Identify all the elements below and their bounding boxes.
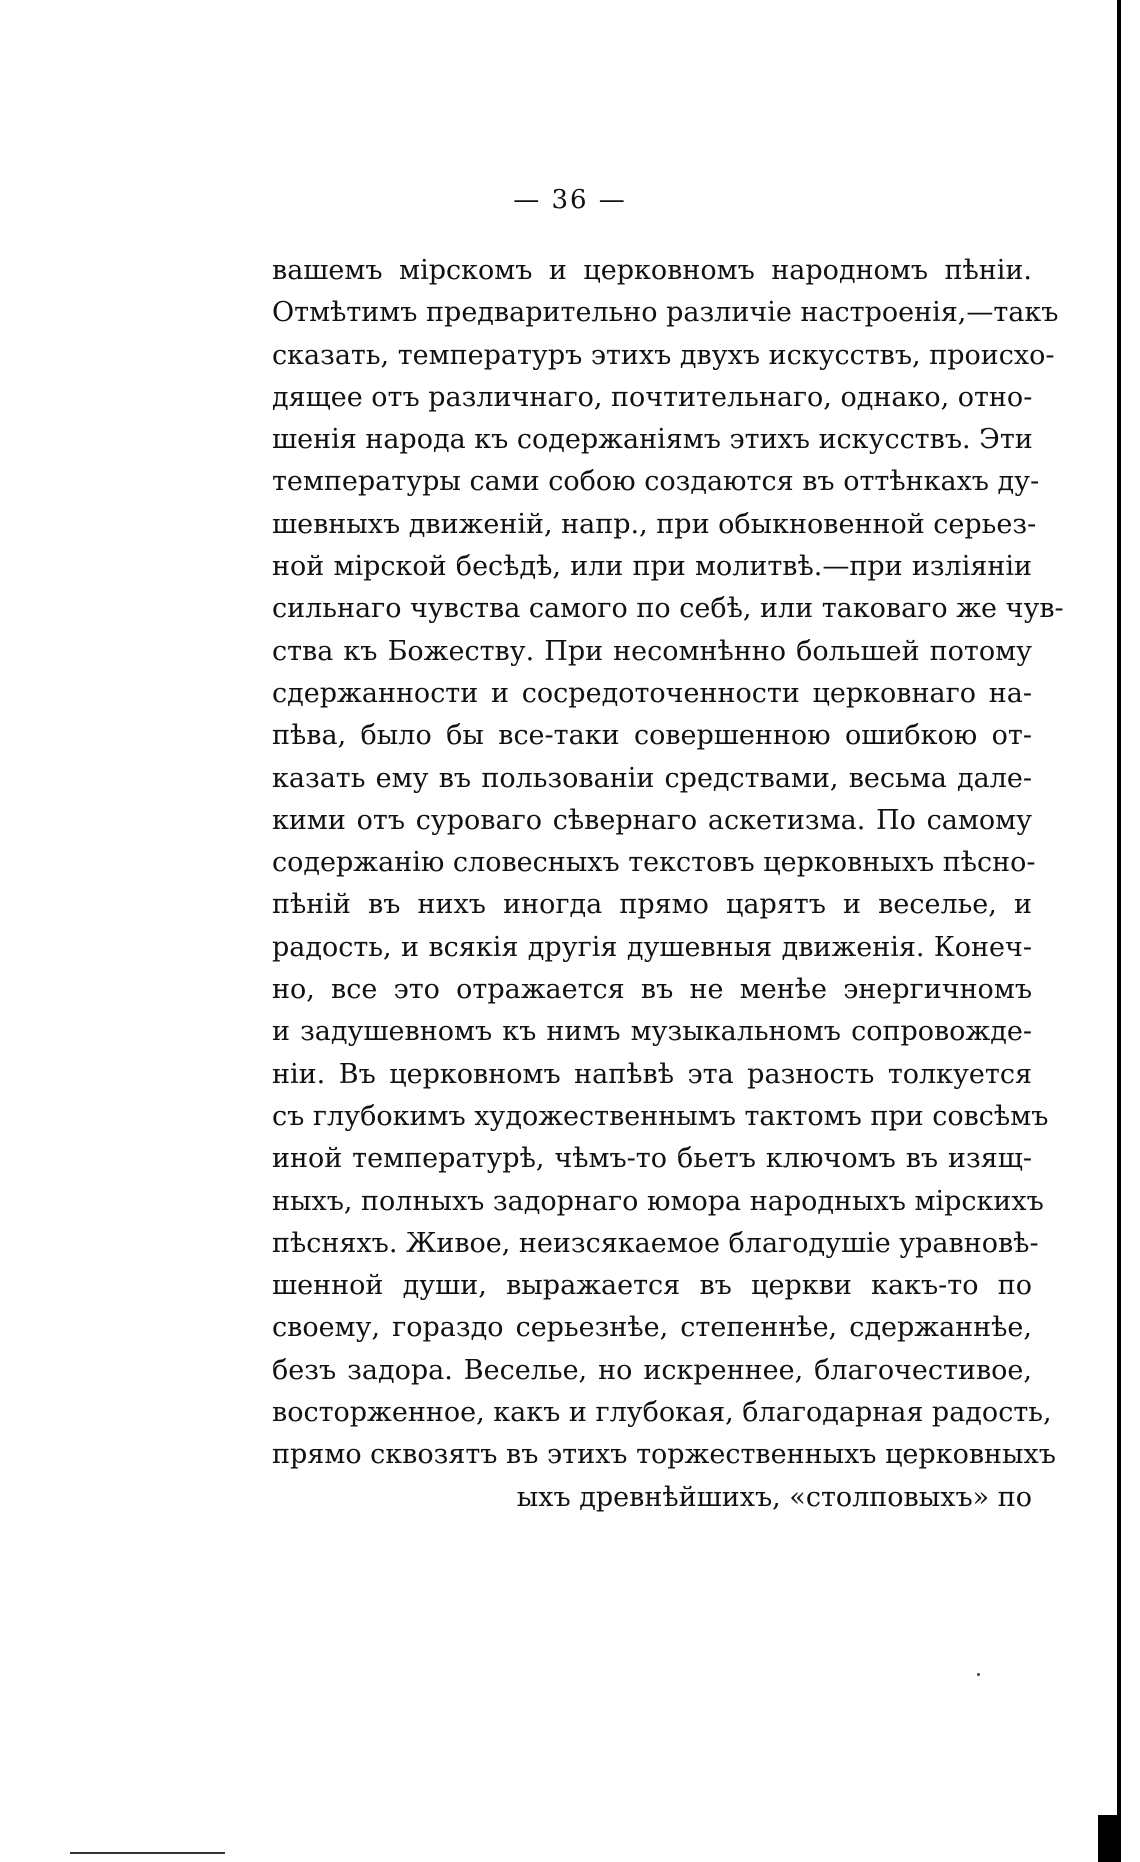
text-line: шевныхъ движеній, напр., при обыкновенной серьез- — [272, 508, 1037, 540]
text-line: шенной души, выражается въ церкви какъ-то по — [272, 1270, 1032, 1302]
text-line: ной мірской бесѣдѣ, или при молитвѣ.—при изліяніи — [272, 551, 1032, 583]
text-line: восторженное, какъ и глубокая, благодарная радость, — [272, 1397, 1052, 1429]
text-line: сильнаго чувства самого по себѣ, или таковаго же чув- — [272, 593, 1064, 625]
text-line: содержанію словесныхъ текстовъ церковныхъ пѣсно- — [272, 847, 1036, 879]
text-line: съ глубокимъ художественнымъ тактомъ при совсѣмъ — [272, 1100, 1049, 1132]
text-line: вашемъ мірскомъ и церковномъ народномъ пѣніи. — [272, 255, 1032, 286]
text-line: дящее отъ различнаго, почтительнаго, однако, отно- — [272, 381, 1033, 413]
text-line: пѣсняхъ. Живое, неизсякаемое благодушіе уравновѣ- — [272, 1227, 1039, 1259]
text-line: шенія народа къ содержаніямъ этихъ искусствъ. Эти — [272, 424, 1033, 456]
text-line: своему, гораздо серьезнѣе, степеннѣе, сдержаннѣе, — [272, 1312, 1032, 1344]
text-line: радость, и всякія другія душевныя движенія. Конеч- — [272, 931, 1032, 963]
text-line: прямо сквозятъ въ этихъ торжественныхъ церковныхъ — [272, 1439, 1056, 1471]
text-line: кими отъ суроваго сѣвернаго аскетизма. По самому — [272, 804, 1032, 836]
bottom-rule — [70, 1852, 225, 1854]
text-line: иной температурѣ, чѣмъ-то бьетъ ключомъ въ изящ- — [272, 1143, 1032, 1175]
text-line: но, все это отражается въ не менѣе энергичномъ — [272, 974, 1032, 1006]
text-line: ныхъ, полныхъ задорнаго юмора народныхъ мірскихъ — [272, 1185, 1044, 1217]
body-text — [272, 250, 1064, 1519]
text-line: пѣва, было бы все-таки совершенною ошибкою от- — [272, 720, 1032, 752]
text-line-partial: ыхъ древнѣйшихъ, «столповыхъ» по — [516, 1481, 1032, 1513]
text-line: казать ему въ пользованіи средствами, весьма дале- — [272, 762, 1032, 794]
page-number: — 36 — — [513, 185, 627, 215]
text-line: ства къ Божеству. При несомнѣнно большей потому — [272, 635, 1032, 667]
page-right-edge — [1117, 0, 1121, 1862]
scan-corner-shadow — [1098, 1815, 1120, 1862]
text-line: пѣній въ нихъ иногда прямо царятъ и веселье, и — [272, 889, 1032, 921]
text-line: температуры сами собою создаются въ оттѣнкахъ ду- — [272, 466, 1040, 498]
text-line: и задушевномъ къ нимъ музыкальномъ сопровожде- — [272, 1016, 1032, 1048]
text-line: безъ задора. Веселье, но искреннее, благочестивое, — [272, 1354, 1032, 1386]
text-line: сдержанности и сосредоточенности церковнаго на- — [272, 677, 1032, 709]
text-line: Отмѣтимъ предварительно различіе настроенія,—такъ — [272, 297, 1059, 329]
text-line: сказать, температуръ этихъ двухъ искусствъ, происхо- — [272, 339, 1055, 371]
ink-speck — [977, 1673, 980, 1676]
text-line: ніи. Въ церковномъ напѣвѣ эта разность толкуется — [272, 1058, 1032, 1090]
